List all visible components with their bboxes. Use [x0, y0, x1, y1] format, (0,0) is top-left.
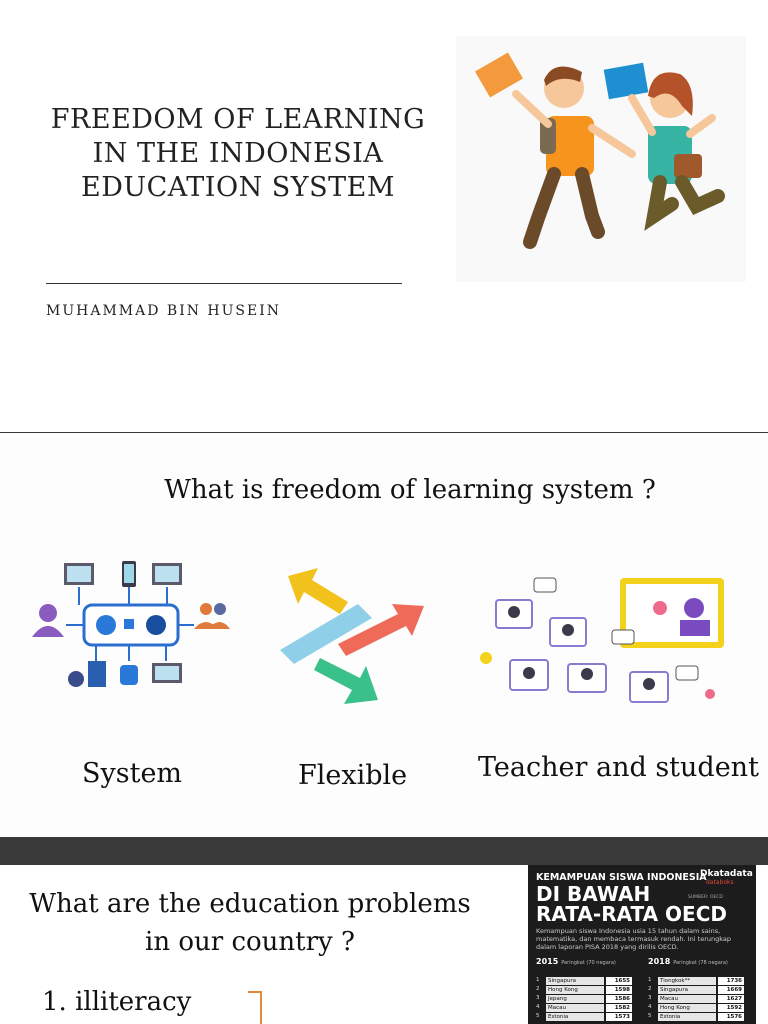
caption-system: System: [82, 758, 183, 789]
table-row: 3 Jepang 1586: [536, 995, 630, 1002]
ranking-left: [536, 977, 636, 1022]
flexible-arrows-icon: [268, 558, 438, 718]
jumping-students-illustration: [456, 36, 746, 282]
author-name: MUHAMMAD BIN HUSEIN: [46, 303, 282, 319]
infographic-description: Kemampuan siswa Indonesia usia 15 tahun dalam sains, matematika, dan membaca termasuk rendah. Ini terungkap dalam laporan PISA 2018 yang dirilis OECD.: [536, 927, 732, 951]
problem-item: 1. illiteracy: [42, 987, 192, 1017]
ranking-right: [648, 977, 748, 1022]
caption-flexible: Flexible: [298, 760, 408, 791]
table-row: 5 Estonia 1573: [536, 1013, 630, 1020]
table-row: 1 Singapura 1655: [536, 977, 630, 984]
table-row: 3 Macau 1627: [648, 995, 742, 1002]
online-class-icon: [470, 568, 736, 718]
year-right: 2018: [648, 957, 671, 966]
year-left-header: [536, 957, 616, 966]
brand-sub: databoks: [706, 879, 734, 886]
headline-2: RATA-RATA OECD: [536, 902, 727, 926]
definition-slide: [0, 433, 768, 837]
table-row: 1 Tiongkok** 1736: [648, 977, 742, 984]
slide-title: FREEDOM OF LEARNING IN THE INDONESIA EDUCATION SYSTEM: [50, 104, 426, 203]
table-row: 2 Singapura 1669: [648, 986, 742, 993]
table-row: 4 Macau 1582: [536, 1004, 630, 1011]
title-slide: [0, 0, 768, 432]
system-diagram-icon: [26, 553, 232, 703]
blue-book-icon: [604, 63, 649, 99]
problems-slide: [0, 865, 768, 1024]
slide-question: What are the education problems in our country ?: [29, 889, 471, 957]
slide-question: What is freedom of learning system ?: [164, 475, 656, 505]
table-row: 4 Hong Kong 1592: [648, 1004, 742, 1011]
year-left-note: Peringkat (70 negara): [561, 960, 616, 966]
source-note: SUMBER: OECD: [688, 895, 723, 900]
headline-1: DI BAWAH: [536, 882, 651, 906]
infographic-title: KEMAMPUAN SISWA INDONESIA: [536, 872, 707, 883]
year-right-note: Peringkat (78 negara): [673, 960, 728, 966]
title-divider: [46, 283, 402, 284]
year-right-header: [648, 957, 728, 966]
table-row: 5 Estonia 1576: [648, 1013, 742, 1020]
bracket-decoration: [248, 991, 262, 1024]
year-left: 2015: [536, 957, 559, 966]
table-row: 2 Hong Kong 1598: [536, 986, 630, 993]
brand-logo: Dkatadata: [700, 869, 753, 879]
pisa-infographic: [528, 865, 756, 1024]
caption-teacher-student: Teacher and student: [478, 752, 759, 783]
